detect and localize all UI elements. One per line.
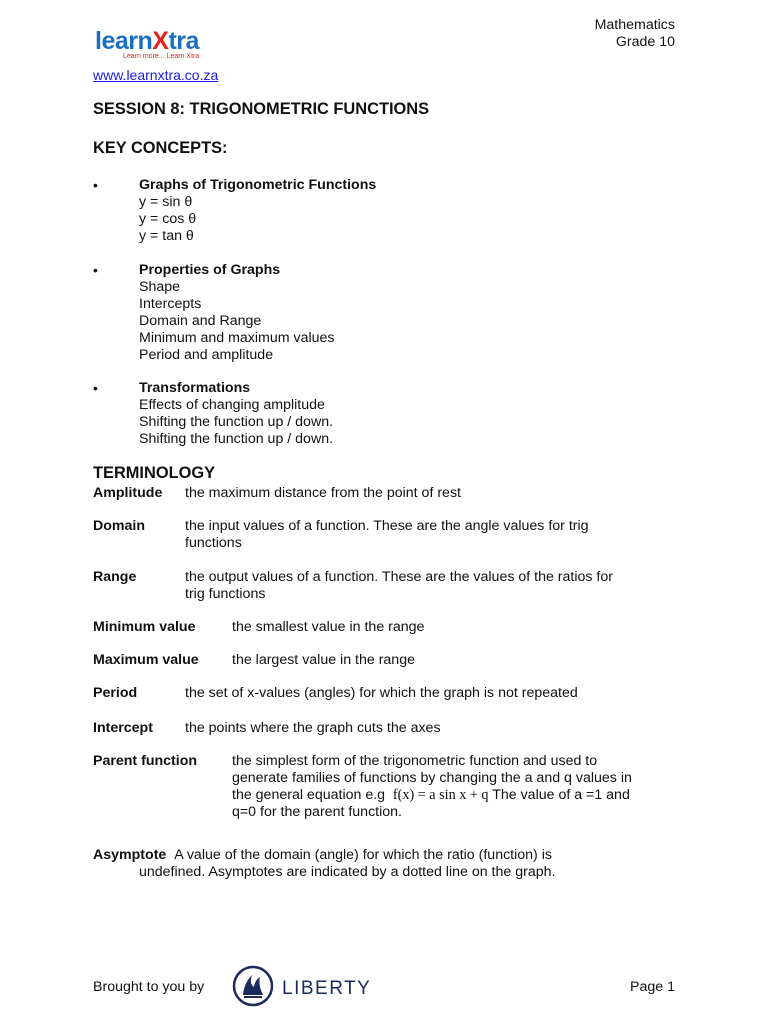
concept-item: Shape — [139, 279, 181, 295]
term-label: Intercept — [93, 720, 153, 736]
concept-heading: Graphs of Trigonometric Functions — [139, 177, 377, 193]
concept-group-graphs — [93, 177, 653, 245]
general-equation: f(x) = a sin x + q — [392, 787, 489, 803]
concept-item: Period and amplitude — [139, 347, 274, 363]
bullet-icon: • — [93, 380, 98, 396]
term-definition: the input values of a function. These are the angle values for trig — [185, 518, 589, 534]
term-definition: the largest value in the range — [232, 652, 415, 668]
subject-label: Mathematics — [594, 17, 675, 33]
bullet-icon: • — [93, 177, 98, 193]
term-definition: the smallest value in the range — [232, 619, 425, 635]
grade-label: Grade 10 — [615, 34, 675, 50]
term-definition-suffix: The value of a =1 and — [488, 787, 630, 803]
term-definition: the output values of a function. These are the values of the ratios for — [185, 569, 613, 585]
term-label: Range — [93, 569, 137, 585]
term-label: Period — [93, 685, 138, 701]
website-link[interactable]: www.learnxtra.co.za — [93, 67, 219, 83]
subject-grade — [595, 17, 675, 51]
term-definition: generate families of functions by changing the a and q values in — [232, 770, 632, 786]
concept-group-transformations — [93, 380, 653, 448]
term-definition: undefined. Asymptotes are indicated by a dotted line on the graph. — [139, 864, 556, 880]
term-definition: the points where the graph cuts the axes — [185, 720, 441, 736]
concept-item: y = cos θ — [139, 211, 197, 227]
term-definition: q=0 for the parent function. — [232, 804, 402, 820]
liberty-wordmark: LIBERTY — [282, 978, 372, 999]
logo-tagline: Learn more... Learn Xtra — [123, 53, 200, 60]
concept-item: Domain and Range — [139, 313, 262, 329]
concept-item: y = tan θ — [139, 228, 194, 244]
term-label: Domain — [93, 518, 146, 534]
concept-item: Shifting the function up / down. — [139, 431, 334, 447]
concept-heading: Transformations — [139, 380, 251, 396]
term-asymptote — [93, 847, 683, 881]
term-label: Maximum value — [93, 652, 199, 668]
term-label: Asymptote — [93, 847, 167, 863]
concept-item: y = sin θ — [139, 194, 193, 210]
term-label: Minimum value — [93, 619, 196, 635]
logo-text-learn: learn — [95, 27, 153, 55]
concept-heading: Properties of Graphs — [139, 262, 281, 278]
terminology-heading: TERMINOLOGY — [93, 464, 216, 482]
learnxtra-logo — [95, 28, 235, 66]
term-label: Amplitude — [93, 485, 163, 501]
concept-item: Intercepts — [139, 296, 202, 312]
liberty-logo — [232, 965, 372, 1007]
term-definition: A value of the domain (angle) for which the ratio (function) is — [174, 847, 552, 863]
term-definition: the set of x-values (angles) for which the graph is not repeated — [185, 685, 578, 701]
brought-to-you-label: Brought to you by — [93, 979, 205, 995]
concept-group-properties — [93, 262, 653, 364]
bullet-icon: • — [93, 262, 98, 278]
logo-text-tra: tra — [168, 27, 199, 55]
term-definition-prefix: the general equation e.g — [232, 787, 393, 803]
liberty-emblem-icon — [232, 965, 372, 1007]
key-concepts-heading: KEY CONCEPTS: — [93, 139, 228, 157]
concept-item: Effects of changing amplitude — [139, 397, 325, 413]
page-number: Page 1 — [630, 979, 675, 995]
term-label: Parent function — [93, 753, 198, 769]
concept-item: Shifting the function up / down. — [139, 414, 334, 430]
term-definition: the maximum distance from the point of rest — [185, 485, 461, 501]
page-title: SESSION 8: TRIGONOMETRIC FUNCTIONS — [93, 100, 430, 118]
concept-item: Minimum and maximum values — [139, 330, 335, 346]
term-definition: trig functions — [185, 586, 266, 602]
term-definition: the simplest form of the trigonometric function and used to — [232, 753, 598, 769]
logo-text-x: X — [152, 27, 169, 55]
term-definition-line3 — [232, 787, 632, 804]
term-definition: functions — [185, 535, 242, 551]
